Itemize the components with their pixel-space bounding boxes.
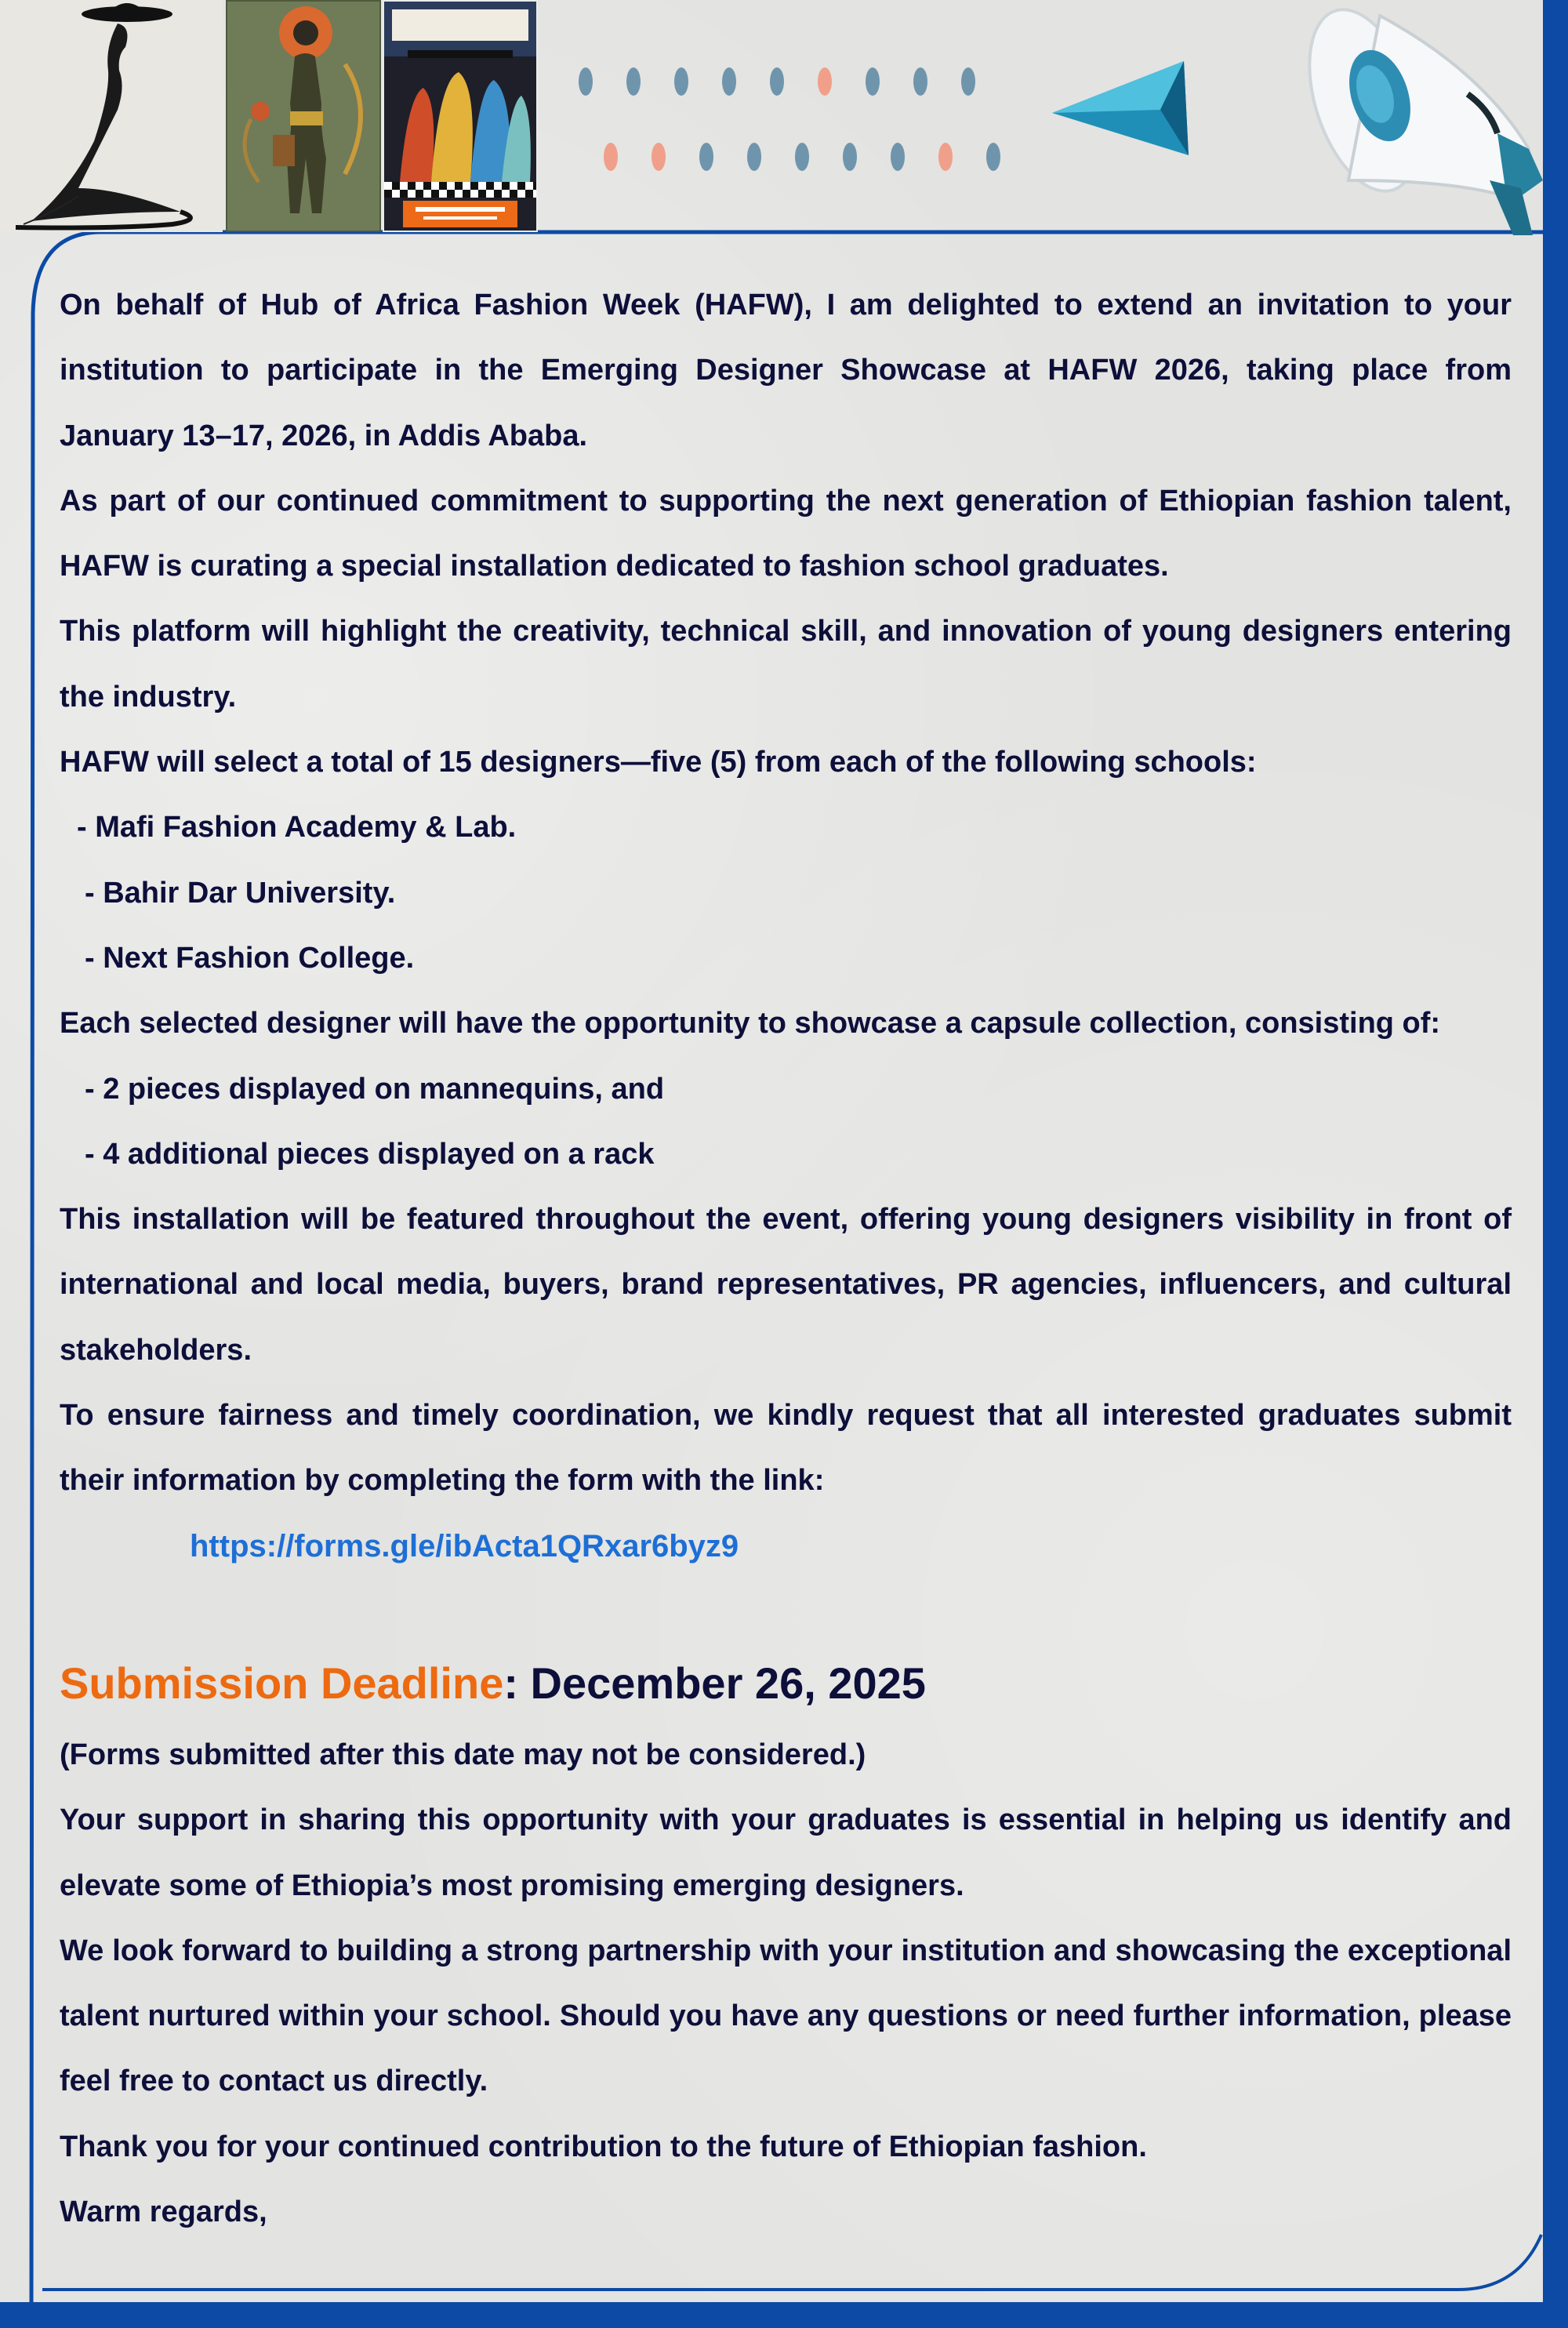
dot — [986, 143, 1000, 171]
platform-paragraph: This platform will highlight the creativity, technical skill, and innovation of young designers entering the industry. — [60, 615, 1512, 714]
cone-pointer-icon — [1043, 55, 1200, 165]
school-item: - Next Fashion College. — [85, 941, 415, 975]
deadline-date: December 26, 2025 — [518, 1658, 926, 1708]
commitment-paragraph: As part of our continued commitment to supporting the next generation of Ethiopian fashion talent, HAFW is curating a special installation dedicated to fashion school graduates. — [60, 484, 1512, 583]
dot — [604, 143, 618, 171]
megaphone-icon — [1294, 0, 1543, 243]
decorative-dots — [564, 55, 1019, 180]
school-item: - Mafi Fashion Academy & Lab. — [77, 811, 517, 844]
partnership-paragraph: We look forward to building a strong partnership with your institution and showcasing the exceptional talent nurtured within your school. Should you have any questions or need further information, please feel free to contact us directly. — [60, 1934, 1512, 2098]
dot — [652, 143, 666, 171]
dot — [795, 143, 809, 171]
dot — [674, 67, 688, 96]
poster-icon — [384, 2, 536, 231]
dot — [938, 143, 953, 171]
fashion-portrait-image — [226, 0, 381, 232]
dot — [913, 67, 927, 96]
dot — [626, 67, 641, 96]
deadline-colon: : — [503, 1658, 518, 1708]
woman-silhouette-image — [0, 0, 223, 232]
event-poster-image — [383, 0, 538, 232]
figure-portrait-icon — [227, 2, 379, 231]
capsule-item: - 2 pieces displayed on mannequins, and — [85, 1072, 665, 1106]
installation-paragraph: This installation will be featured throughout the event, offering young designers visibility in front of international and local media, buyers, brand representatives, PR agencies, influencers, and cultural stakeholders. — [60, 1203, 1512, 1367]
form-link[interactable]: https://forms.gle/ibActa1QRxar6byz9 — [190, 1528, 739, 1564]
woman-hat-icon — [0, 0, 223, 232]
right-border — [1543, 0, 1568, 2328]
thanks-paragraph: Thank you for your continued contribution to the future of Ethiopian fashion. — [60, 2130, 1147, 2163]
dot — [747, 143, 761, 171]
capsule-item: - 4 additional pieces displayed on a rack — [85, 1137, 655, 1171]
dot — [770, 67, 784, 96]
deadline-label: Submission Deadline — [60, 1658, 504, 1708]
dot — [961, 67, 975, 96]
bottom-band — [0, 2302, 1568, 2328]
request-paragraph: To ensure fairness and timely coordination, we kindly request that all interested graduates submit their information by completing the form with the link: — [60, 1399, 1512, 1498]
deadline-note: (Forms submitted after this date may not be considered.) — [60, 1738, 866, 1771]
dot — [699, 143, 713, 171]
dot — [818, 67, 832, 96]
dot — [843, 143, 857, 171]
intro-paragraph: On behalf of Hub of Africa Fashion Week (HAFW), I am delighted to extend an invitation to your institution to participate in the Emerging Designer Showcase at HAFW 2026, taking place from January 13–17, 2026, in Addis Ababa. — [60, 289, 1512, 452]
school-item: - Bahir Dar University. — [85, 876, 396, 910]
deadline-line — [60, 1644, 1512, 1723]
dot — [866, 67, 880, 96]
form-link-line — [60, 1514, 1512, 1579]
selection-intro: HAFW will select a total of 15 designers—five (5) from each of the following schools: — [60, 746, 1257, 779]
dot — [579, 67, 593, 96]
dot — [891, 143, 905, 171]
closing-line: Warm regards, — [60, 2195, 267, 2229]
dot — [722, 67, 736, 96]
letter-body — [60, 273, 1512, 2245]
capsule-intro: Each selected designer will have the opportunity to showcase a capsule collection, consisting of: — [60, 1007, 1441, 1041]
support-paragraph: Your support in sharing this opportunity with your graduates is essential in helping us identify and elevate some of Ethiopia’s most promising emerging designers. — [60, 1803, 1512, 1902]
